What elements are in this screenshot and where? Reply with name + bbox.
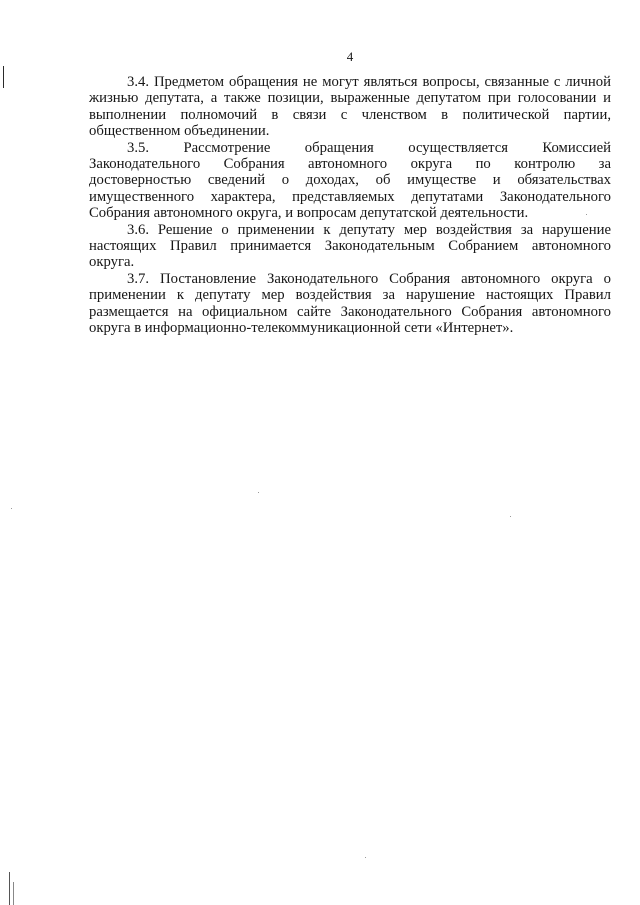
text-line: применении к депутату мер воздействия за нарушение настоящих Правил — [89, 287, 611, 304]
scan-speck — [258, 492, 259, 493]
page-number: 4 — [346, 49, 354, 64]
scan-speck — [586, 214, 587, 215]
text-line: размещается на официальном сайте Законодательного Собрания автономного — [89, 303, 611, 320]
paragraph-3-4 — [89, 74, 611, 140]
document-body — [89, 74, 611, 337]
text-line: выполнении полномочий в связи с членством в политической партии, — [89, 106, 611, 123]
paragraph-3-7 — [89, 271, 611, 337]
text-line: 3.6. Решение о применении к депутату мер воздействия за нарушение — [127, 221, 611, 238]
text-line: 3.4. Предметом обращения не могут являться вопросы, связанные с личной — [127, 74, 611, 90]
text-line: округа. — [89, 254, 135, 271]
paragraph-3-6 — [89, 222, 611, 271]
scan-speck — [11, 508, 12, 509]
text-line: Собрания автономного округа, и вопросам депутатской деятельности. — [89, 205, 529, 222]
scan-edge-mark — [9, 872, 10, 905]
text-line: округа в информационно-телекоммуникационной сети «Интернет». — [89, 320, 514, 337]
text-line: 3.5. Рассмотрение обращения осуществляется Комиссией — [127, 139, 611, 156]
text-line: жизнью депутата, а также позиции, выраженные депутатом при голосовании и — [89, 90, 611, 107]
text-line: имущественного характера, представляемых депутатами Законодательного — [89, 188, 611, 205]
text-line: достоверностью сведений о доходах, об имуществе и обязательствах — [89, 172, 611, 189]
scan-speck — [510, 516, 511, 517]
text-line: настоящих Правил принимается Законодательным Собранием автономного — [89, 238, 611, 255]
paragraph-3-5 — [89, 140, 611, 222]
text-line: общественном объединении. — [89, 123, 270, 140]
text-line: 3.7. Постановление Законодательного Собрания автономного округа о — [127, 270, 611, 287]
text-line: Законодательного Собрания автономного округа по контролю за — [89, 156, 611, 173]
scan-speck — [365, 857, 366, 858]
scan-edge-mark — [3, 66, 4, 88]
scan-edge-mark — [13, 882, 14, 905]
